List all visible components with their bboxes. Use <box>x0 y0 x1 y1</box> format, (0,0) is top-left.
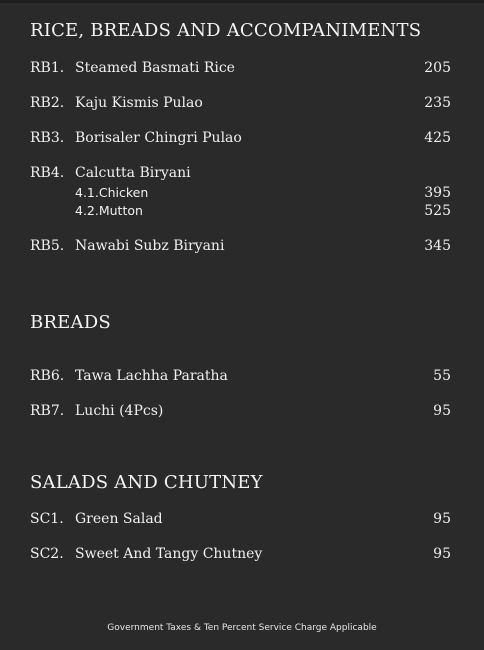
section-title-rice-breads: RICE, BREADS AND ACCOMPANIMENTS <box>30 20 422 41</box>
item-price: 205 <box>424 60 451 76</box>
item-code: RB1. <box>30 60 65 76</box>
variant-price: 395 <box>424 185 451 201</box>
variant-price: 525 <box>424 203 451 219</box>
variant-label: 4.1.Chicken <box>75 185 149 200</box>
footer-note: Government Taxes & Ten Percent Service Charge Applicable <box>107 623 377 633</box>
menu-item-sc1 <box>30 511 451 531</box>
item-price: 235 <box>424 95 451 111</box>
item-price: 55 <box>433 368 451 384</box>
item-price: 95 <box>433 511 451 527</box>
item-name: Calcutta Biryani <box>75 165 191 181</box>
item-price: 425 <box>424 130 451 146</box>
menu-variant-mutton <box>75 203 451 221</box>
menu-item-rb2 <box>30 95 451 115</box>
item-name: Sweet And Tangy Chutney <box>75 546 263 562</box>
menu-item-rb7 <box>30 403 451 423</box>
item-code: RB7. <box>30 403 65 419</box>
variant-label: 4.2.Mutton <box>75 203 143 218</box>
item-code: SC2. <box>30 546 64 562</box>
item-price: 95 <box>433 546 451 562</box>
item-name: Nawabi Subz Biryani <box>75 238 225 254</box>
menu-item-rb5 <box>30 238 451 258</box>
menu-item-rb3 <box>30 130 451 150</box>
item-code: RB4. <box>30 165 65 181</box>
menu-item-rb6 <box>30 368 451 388</box>
item-price: 95 <box>433 403 451 419</box>
item-name: Borisaler Chingri Pulao <box>75 130 242 146</box>
section-title-breads: BREADS <box>30 312 111 333</box>
item-name: Kaju Kismis Pulao <box>75 95 203 111</box>
item-name: Green Salad <box>75 511 163 527</box>
item-code: RB5. <box>30 238 65 254</box>
menu-item-rb4 <box>30 165 451 185</box>
item-code: RB6. <box>30 368 65 384</box>
menu-variant-chicken <box>75 185 451 203</box>
top-border <box>0 0 484 3</box>
section-title-salads-chutney: SALADS AND CHUTNEY <box>30 472 263 493</box>
menu-item-sc2 <box>30 546 451 566</box>
item-price: 345 <box>424 238 451 254</box>
item-code: RB2. <box>30 95 65 111</box>
item-code: RB3. <box>30 130 65 146</box>
item-code: SC1. <box>30 511 64 527</box>
item-name: Tawa Lachha Paratha <box>75 368 228 384</box>
menu-item-rb1 <box>30 60 451 80</box>
item-name: Luchi (4Pcs) <box>75 403 164 419</box>
item-name: Steamed Basmati Rice <box>75 60 235 76</box>
